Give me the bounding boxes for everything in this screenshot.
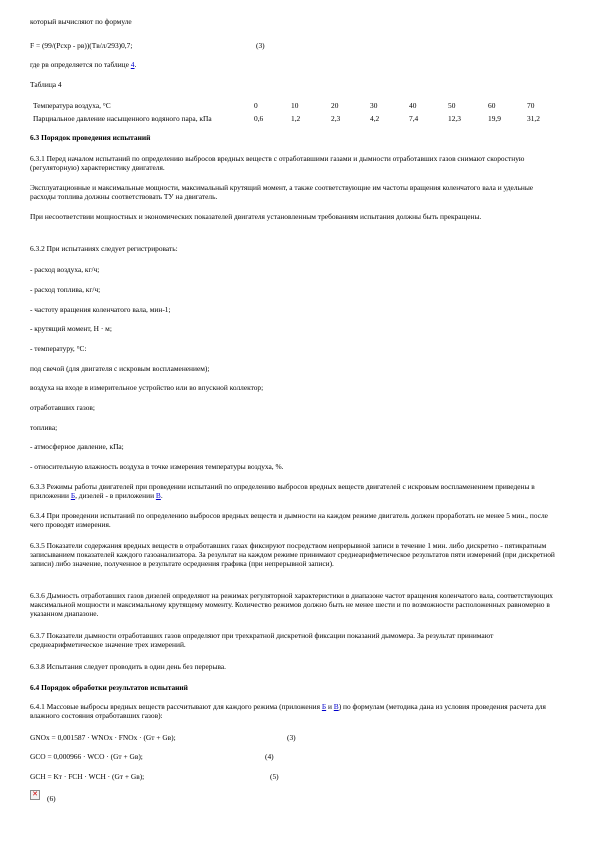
table-cell: 0 — [254, 101, 258, 110]
broken-image-icon — [30, 790, 40, 800]
list-item: - относительную влажность воздуха в точке измерения температуры воздуха, %. — [30, 462, 284, 471]
formula-number: (5) — [270, 772, 279, 781]
formula-number: (3) — [287, 733, 296, 742]
formula-gco: GCO = 0,000966 · WCO · (Gт + Gв); — [30, 752, 143, 761]
list-item: топлива; — [30, 423, 58, 432]
table-4-link[interactable]: 4 — [130, 60, 135, 69]
table-cell: 4,2 — [370, 114, 380, 123]
text-fragment: . — [134, 60, 137, 69]
table-row-label: Температура воздуха, °C — [33, 101, 111, 110]
list-item: воздуха на входе в измерительное устройство или во впускной коллектор; — [30, 383, 264, 392]
paragraph: 6.3.7 Показатели дымности отработавших газов определяют при трехкратной дискретной фиксации показаний дымомера. За результат принимают среднеарифметическое значение трех измерений. — [30, 631, 494, 649]
appendix-v-link[interactable]: В — [155, 491, 161, 500]
list-item: - атмосферное давление, кПа; — [30, 442, 124, 451]
table-cell: 20 — [331, 101, 339, 110]
paragraph: 6.3.8 Испытания следует проводить в один день без перерыва. — [30, 662, 226, 671]
text-fragment: 6.4.1 Массовые выбросы вредных веществ рассчитывают для каждого режима (приложения — [30, 702, 322, 711]
list-item: - крутящий момент, Н · м; — [30, 324, 112, 333]
formula-f: F = (99/(Pсхр - pв))(Tв/л/293)0,7; — [30, 41, 133, 50]
text-line: который вычисляют по формуле — [30, 17, 132, 26]
table-cell: 60 — [488, 101, 496, 110]
list-item: отработавших газов; — [30, 403, 95, 412]
list-item: - расход воздуха, кг/ч; — [30, 265, 100, 274]
section-heading: 6.4 Порядок обработки результатов испытаний — [30, 683, 188, 692]
table-cell: 31,2 — [527, 114, 540, 123]
text-fragment: , дизелей - в приложении — [75, 491, 156, 500]
section-heading: 6.3 Порядок проведения испытаний — [30, 133, 151, 142]
list-item: - расход топлива, кг/ч; — [30, 285, 101, 294]
paragraph: При несоответствии мощностных и экономических показателей двигателя установленным требованиям испытания должны быть прекращены. — [30, 212, 482, 221]
formula-gnox: GNOx = 0,001587 · WNOx · FNOx · (Gт + Gв); — [30, 733, 176, 742]
table-cell: 1,2 — [291, 114, 301, 123]
table-cell: 50 — [448, 101, 456, 110]
text-fragment: . — [160, 491, 163, 500]
table-cell: 7,4 — [409, 114, 419, 123]
list-item: - температуру, °C: — [30, 344, 87, 353]
paragraph: 6.3.1 Перед началом испытаний по определению выбросов вредных веществ с отработавшими газами и дымности отработавших газов снимают скоростную (регуляторную) характеристику двигателя. — [30, 154, 525, 172]
table-cell: 30 — [370, 101, 378, 110]
text-fragment: и — [326, 702, 334, 711]
paragraph — [30, 482, 560, 500]
appendix-v-link[interactable]: В — [333, 702, 339, 711]
list-item: - частоту вращения коленчатого вала, мин-1; — [30, 305, 171, 314]
formula-number: (4) — [265, 752, 274, 761]
table-cell: 40 — [409, 101, 417, 110]
paragraph: 6.3.5 Показатели содержания вредных веществ в отработавших газах фиксируют посредством непрерывной записи в течение 1 мин. либо дискретно - пятикратным записыванием показателей каждого газоанализатора. За результат на каждом режиме принимают среднеарифметическое результатов пяти измерений (при дискретной записи) либо значение, полученное в результате осреднения графика (при непрерывной записи). — [30, 541, 555, 568]
text-line — [30, 60, 560, 69]
paragraph: 6.3.2 При испытаниях следует регистрировать: — [30, 244, 178, 253]
table-cell: 2,3 — [331, 114, 341, 123]
formula-number: (6) — [47, 794, 56, 803]
table-cell: 12,3 — [448, 114, 461, 123]
table-cell: 10 — [291, 101, 299, 110]
paragraph: Эксплуатационные и максимальные мощности, максимальный крутящий момент, а также соответствующие им частоты вращения коленчатого вала и удельные расходы топлива должны соответствовать ТУ на двигатель. — [30, 183, 534, 201]
formula-gch: GCH = Kт · FCH · WCH · (Gт + Gв); — [30, 772, 145, 781]
table-row-label: Парциальное давление насыщенного водяного пара, кПа — [33, 114, 212, 123]
formula-number: (3) — [256, 41, 265, 50]
appendix-b-link[interactable]: Б — [321, 702, 327, 711]
list-item: под свечой (для двигателя с искровым воспламенением); — [30, 364, 210, 373]
table-cell: 0,6 — [254, 114, 264, 123]
paragraph: 6.3.6 Дымность отработавших газов дизелей определяют на режимах регуляторной характеристики в диапазоне частот вращения коленчатого вала, соответствующих максимальной мощности и максимальному крутящему моменту. Количество режимов должно быть не менее шести и по возможности расположенных равномерно в указанном диапазоне. — [30, 591, 553, 618]
text-fragment: ) по формулам (методика дана из условия проведения расчета для влажного состояния отработавших газов): — [30, 702, 546, 720]
table-caption: Таблица 4 — [30, 80, 62, 89]
table-cell: 19,9 — [488, 114, 501, 123]
paragraph — [30, 702, 560, 720]
table-cell: 70 — [527, 101, 535, 110]
appendix-b-link[interactable]: Б — [70, 491, 76, 500]
text-fragment: где рв определяется по таблице — [30, 60, 131, 69]
paragraph: 6.3.4 При проведении испытаний по определению выбросов вредных веществ и дымности на каждом режиме двигатель должен проработать не менее 5 мин., после чего проводят измерения. — [30, 511, 548, 529]
text-fragment: 6.3.3 Режимы работы двигателей при проведении испытаний по определению выбросов вредных веществ двигателей с искровым воспламенением приведены в приложении — [30, 482, 535, 500]
